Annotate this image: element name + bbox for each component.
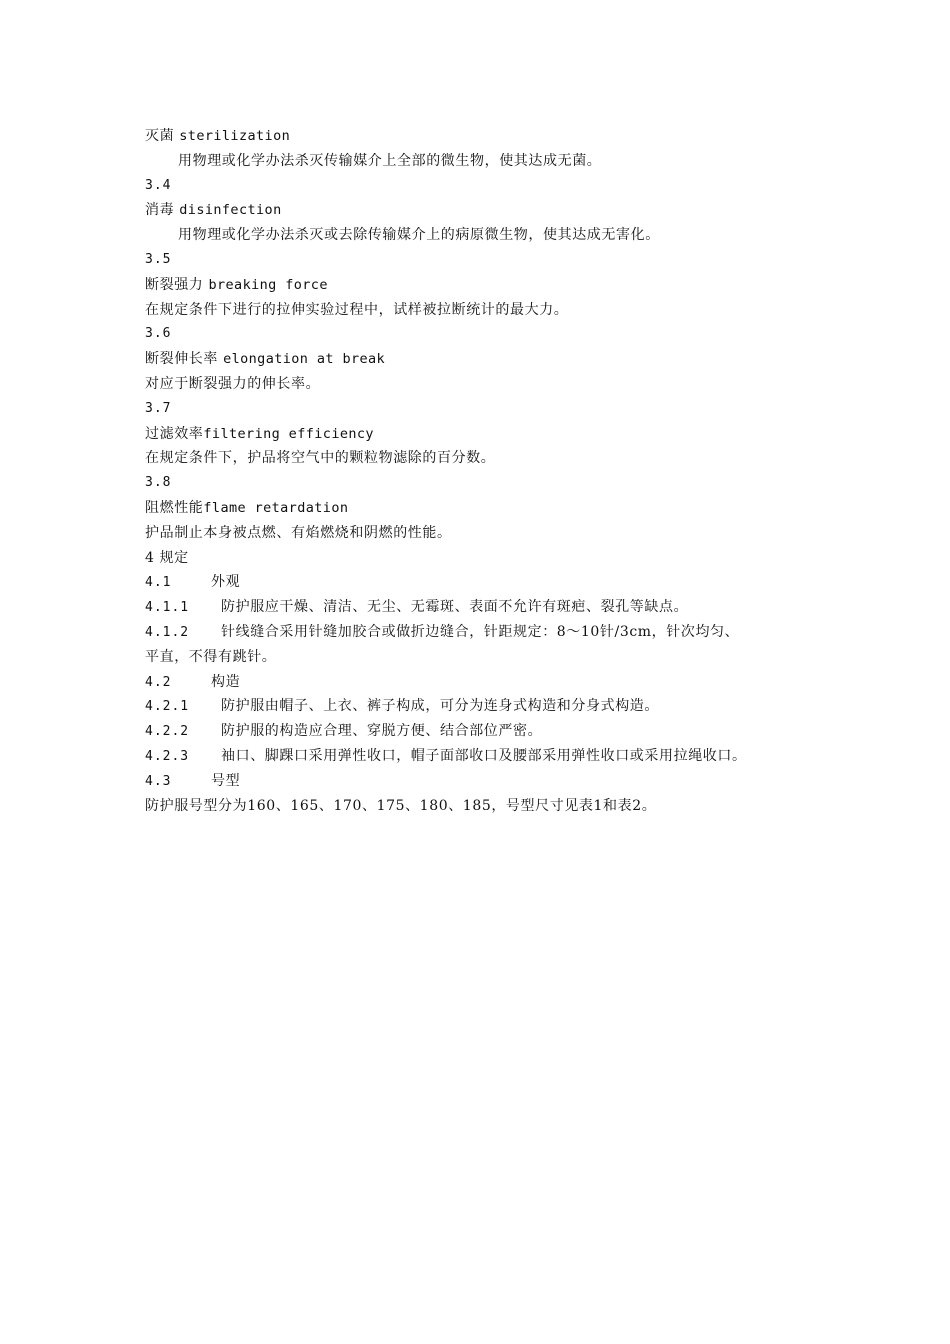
- term-definition-filtering: 在规定条件下，护品将空气中的颗粒物滤除的百分数。: [145, 450, 496, 467]
- term-title-en: sterilization: [179, 128, 291, 144]
- term-heading-disinfection: [145, 198, 845, 223]
- clause-4-3-text: 防护服号型分为160、165、170、175、180、185，号型尺寸见表1和表2。: [145, 797, 657, 814]
- term-definition-disinfection: 用物理或化学办法杀灭或去除传输媒介上的病原微生物，使其达成无害化。: [178, 227, 660, 244]
- clause-heading-4-3: [145, 769, 845, 794]
- clause-4-1-2: [145, 620, 845, 645]
- clause-text: 防护服的构造应合理、穿脱方便、结合部位严密。: [221, 723, 543, 740]
- term-number-filtering: 3.7: [145, 400, 172, 416]
- term-number-elongation: 3.6: [145, 326, 172, 342]
- clause-text: 防护服应干燥、清洁、无尘、无霉斑、表面不允许有斑疤、裂孔等缺点。: [221, 599, 689, 616]
- clause-heading-4-2: [145, 670, 845, 695]
- term-definition-sterilization: 用物理或化学办法杀灭传输媒介上全部的微生物，使其达成无菌。: [178, 152, 602, 169]
- term-definition-flame: 护品制止本身被点燃、有焰燃烧和阴燃的性能。: [145, 524, 452, 541]
- term-title-en: elongation at break: [223, 351, 386, 368]
- clause-4-1-1: [145, 595, 845, 620]
- term-heading-filtering: [145, 422, 845, 447]
- clause-title: 号型: [211, 772, 241, 789]
- term-heading-elongation: [145, 347, 845, 372]
- clause-number: 4.2.2: [145, 724, 190, 740]
- term-definition-elongation: 对应于断裂强力的伸长率。: [145, 375, 321, 392]
- term-title-en: disinfection: [179, 202, 282, 219]
- clause-title: 外观: [211, 574, 241, 591]
- clause-4-2-2: [145, 719, 845, 744]
- clause-number: 4.1.2: [145, 624, 190, 640]
- term-heading-sterilization: [145, 124, 845, 149]
- term-title-cn: 消毒: [145, 202, 175, 219]
- clause-4-1-2-continuation: 平直，不得有跳针。: [145, 648, 277, 665]
- section-heading-4: 4 规定: [145, 549, 189, 566]
- clause-text: 防护服由帽子、上衣、裤子构成，可分为连身式构造和分身式构造。: [221, 698, 659, 715]
- term-definition-breaking-force: 在规定条件下进行的拉伸实验过程中，试样被拉断统计的最大力。: [145, 301, 569, 318]
- term-number-breaking-force: 3.5: [145, 251, 172, 267]
- clause-number: 4.2.3: [145, 748, 190, 764]
- term-title-en: breaking force: [208, 276, 328, 293]
- clause-4-2-1: [145, 694, 845, 719]
- term-title-cn: 断裂伸长率: [145, 351, 218, 368]
- clause-number: 4.1.1: [145, 600, 190, 616]
- clause-number: 4.2.1: [145, 699, 190, 715]
- term-title-en: flame retardation: [203, 499, 349, 516]
- term-title-cn: 断裂强力: [145, 276, 204, 293]
- clause-text: 袖口、脚踝口采用弹性收口，帽子面部收口及腰部采用弹性收口或采用拉绳收口。: [221, 747, 747, 764]
- term-title-cn: 过滤效率: [145, 425, 204, 442]
- term-title-cn: 阻燃性能: [145, 499, 204, 516]
- term-heading-flame: [145, 496, 845, 521]
- term-heading-breaking-force: [145, 273, 845, 298]
- term-number-flame: 3.8: [145, 475, 172, 491]
- term-number-disinfection: 3.4: [145, 177, 172, 193]
- clause-number: 4.3: [145, 773, 172, 789]
- clause-number: 4.2: [145, 674, 172, 690]
- term-title-cn: 灭菌: [145, 128, 175, 144]
- document-body: [145, 124, 845, 818]
- clause-text: 针线缝合采用针缝加胶合或做折边缝合，针距规定：8～10针/3cm，针次均匀、: [221, 623, 740, 640]
- term-title-en: filtering efficiency: [203, 425, 374, 442]
- clause-number: 4.1: [145, 575, 172, 591]
- clause-title: 构造: [211, 673, 241, 690]
- clause-4-2-3: [145, 744, 845, 769]
- clause-heading-4-1: [145, 570, 845, 595]
